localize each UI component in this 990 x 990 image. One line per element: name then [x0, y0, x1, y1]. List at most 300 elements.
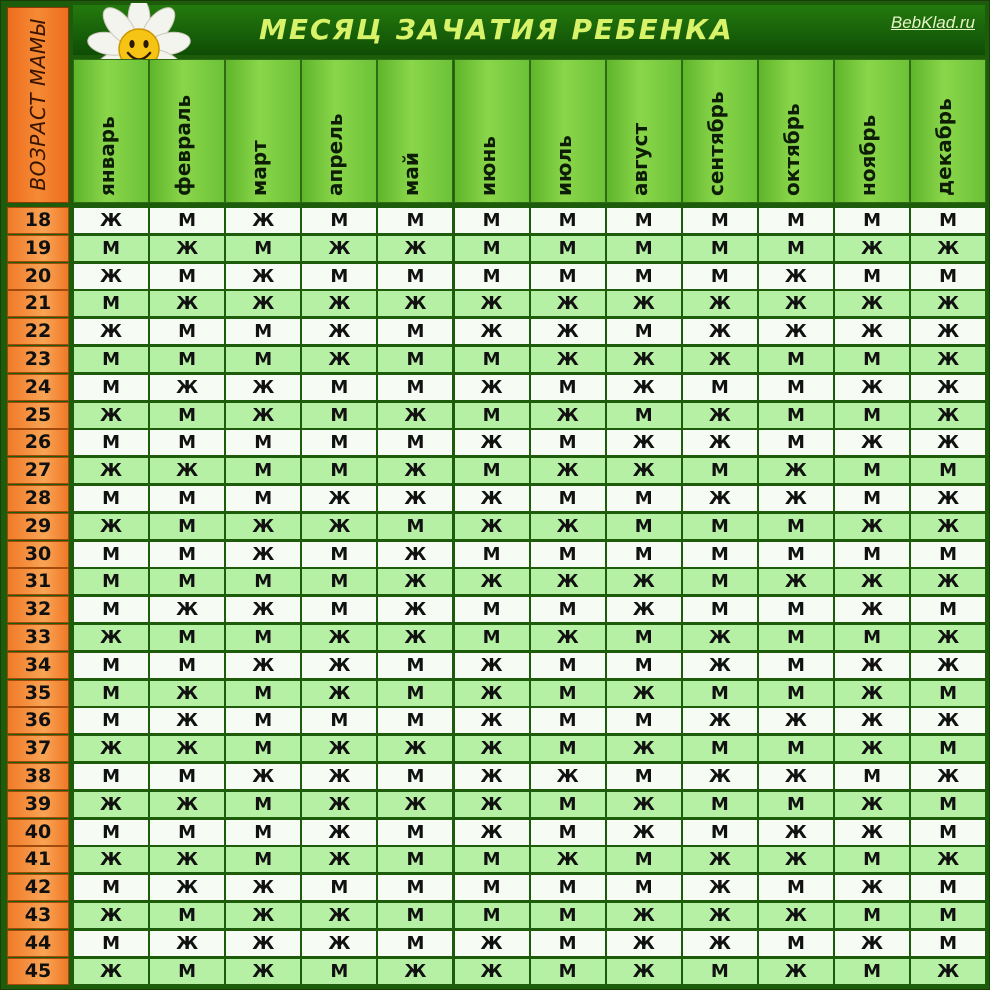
table-cell: Ж [530, 457, 606, 484]
table-cell: М [606, 846, 682, 873]
table-cell: М [149, 652, 225, 679]
table-cell: Ж [225, 290, 301, 317]
table-cell: М [910, 457, 986, 484]
table-cell: Ж [225, 874, 301, 901]
age-label: 42 [7, 874, 69, 901]
table-cell: М [73, 874, 149, 901]
table-cell: М [682, 680, 758, 707]
table-cell: Ж [606, 596, 682, 623]
table-cell: М [530, 235, 606, 262]
table-cell: Ж [910, 568, 986, 595]
table-cell: Ж [758, 763, 834, 790]
table-cell: М [377, 846, 453, 873]
age-label: 22 [7, 318, 69, 345]
table-cell: Ж [225, 541, 301, 568]
table-cell: М [73, 541, 149, 568]
table-cell: Ж [454, 568, 530, 595]
table-cell: Ж [225, 902, 301, 929]
table-cell: Ж [758, 707, 834, 734]
table-cell: М [73, 568, 149, 595]
table-cell: Ж [149, 457, 225, 484]
table-cell: М [225, 235, 301, 262]
table-cell: М [225, 735, 301, 762]
age-label: 25 [7, 402, 69, 429]
month-header [301, 59, 377, 203]
table-cell: Ж [682, 402, 758, 429]
table-cell: М [682, 207, 758, 234]
table-cell: Ж [530, 846, 606, 873]
table-cell: Ж [225, 263, 301, 290]
table-cell: М [149, 513, 225, 540]
table-cell: Ж [225, 596, 301, 623]
table-cell: М [73, 429, 149, 456]
table-cell: Ж [454, 652, 530, 679]
table-cell: М [682, 263, 758, 290]
table-cell: Ж [301, 680, 377, 707]
table-cell: М [225, 707, 301, 734]
table-cell: М [73, 290, 149, 317]
age-label: 19 [7, 235, 69, 262]
table-cell: Ж [377, 541, 453, 568]
table-cell: Ж [454, 930, 530, 957]
table-cell: М [73, 930, 149, 957]
table-cell: М [149, 485, 225, 512]
month-header-label: февраль [171, 94, 196, 196]
table-cell: М [834, 958, 910, 985]
table-cell: Ж [758, 568, 834, 595]
table-cell: М [377, 874, 453, 901]
table-cell: Ж [834, 568, 910, 595]
table-cell: М [682, 819, 758, 846]
age-label: 35 [7, 680, 69, 707]
table-cell: Ж [530, 763, 606, 790]
table-cell: М [454, 346, 530, 373]
age-label: 29 [7, 513, 69, 540]
table-cell: М [530, 707, 606, 734]
table-cell: Ж [682, 485, 758, 512]
table-cell: М [758, 541, 834, 568]
table-cell: М [530, 207, 606, 234]
table-cell: Ж [530, 346, 606, 373]
table-cell: Ж [834, 235, 910, 262]
table-cell: Ж [682, 763, 758, 790]
table-cell: М [73, 680, 149, 707]
table-cell: Ж [606, 568, 682, 595]
table-cell: Ж [758, 902, 834, 929]
table-cell: Ж [834, 318, 910, 345]
age-label: 31 [7, 568, 69, 595]
month-header [149, 59, 225, 203]
table-cell: М [301, 457, 377, 484]
age-label: 39 [7, 791, 69, 818]
table-cell: М [758, 346, 834, 373]
table-cell: М [682, 513, 758, 540]
table-cell: Ж [682, 346, 758, 373]
table-cell: Ж [758, 819, 834, 846]
age-label: 33 [7, 624, 69, 651]
table-cell: М [377, 513, 453, 540]
table-cell: М [225, 346, 301, 373]
table-cell: Ж [454, 318, 530, 345]
table-cell: М [530, 429, 606, 456]
table-cell: Ж [834, 290, 910, 317]
table-cell: М [758, 429, 834, 456]
table-cell: М [530, 680, 606, 707]
site-link[interactable]: BebKlad.ru [890, 13, 975, 32]
table-cell: М [73, 235, 149, 262]
table-cell: Ж [910, 763, 986, 790]
table-cell: М [454, 235, 530, 262]
table-cell: Ж [910, 846, 986, 873]
table-cell: М [377, 707, 453, 734]
table-cell: М [73, 707, 149, 734]
table-cell: Ж [834, 429, 910, 456]
table-cell: М [454, 402, 530, 429]
table-cell: М [149, 958, 225, 985]
table-cell: М [377, 346, 453, 373]
table-cell: Ж [606, 290, 682, 317]
table-cell: Ж [530, 402, 606, 429]
table-cell: М [758, 207, 834, 234]
table-cell: М [682, 235, 758, 262]
table-cell: М [225, 457, 301, 484]
table-cell: Ж [910, 624, 986, 651]
table-cell: Ж [73, 207, 149, 234]
table-cell: М [301, 568, 377, 595]
age-label: 32 [7, 596, 69, 623]
table-cell: М [834, 624, 910, 651]
table-cell: М [682, 735, 758, 762]
table-cell: Ж [377, 485, 453, 512]
age-label: 26 [7, 429, 69, 456]
table-cell: Ж [149, 707, 225, 734]
table-cell: М [758, 874, 834, 901]
table-cell: Ж [73, 735, 149, 762]
table-cell: Ж [73, 846, 149, 873]
table-cell: М [758, 374, 834, 401]
table-cell: М [758, 624, 834, 651]
table-cell: М [225, 846, 301, 873]
table-cell: М [910, 930, 986, 957]
table-cell: М [910, 207, 986, 234]
month-header [758, 59, 834, 203]
month-header-label: сентябрь [703, 91, 728, 196]
table-cell: М [682, 568, 758, 595]
table-cell: М [73, 652, 149, 679]
age-label: 28 [7, 485, 69, 512]
month-header [454, 59, 530, 203]
table-cell: Ж [834, 930, 910, 957]
table-cell: Ж [530, 624, 606, 651]
table-cell: М [758, 791, 834, 818]
table-cell: Ж [225, 958, 301, 985]
table-cell: М [149, 207, 225, 234]
table-cell: Ж [225, 930, 301, 957]
table-cell: Ж [834, 791, 910, 818]
table-cell: Ж [301, 763, 377, 790]
table-cell: Ж [682, 429, 758, 456]
table-cell: Ж [225, 763, 301, 790]
table-cell: Ж [834, 652, 910, 679]
table-cell: Ж [606, 791, 682, 818]
age-label: 30 [7, 541, 69, 568]
table-cell: М [73, 346, 149, 373]
table-cell: Ж [910, 235, 986, 262]
table-cell: М [758, 652, 834, 679]
table-cell: М [225, 485, 301, 512]
table-cell: Ж [377, 402, 453, 429]
table-cell: Ж [910, 513, 986, 540]
table-cell: Ж [73, 902, 149, 929]
table-cell: М [606, 263, 682, 290]
table-cell: Ж [301, 735, 377, 762]
table-cell: Ж [301, 346, 377, 373]
table-cell: М [149, 568, 225, 595]
table-cell: М [834, 541, 910, 568]
age-label: 24 [7, 374, 69, 401]
table-cell: М [606, 402, 682, 429]
table-cell: Ж [606, 930, 682, 957]
table-cell: Ж [910, 318, 986, 345]
table-cell: М [73, 596, 149, 623]
table-cell: Ж [834, 735, 910, 762]
table-cell: М [377, 207, 453, 234]
table-cell: М [530, 374, 606, 401]
table-cell: М [225, 624, 301, 651]
table-cell: М [301, 374, 377, 401]
table-cell: Ж [225, 207, 301, 234]
table-cell: Ж [606, 429, 682, 456]
table-cell: Ж [606, 735, 682, 762]
table-cell: М [377, 318, 453, 345]
table-cell: М [834, 846, 910, 873]
table-cell: М [301, 874, 377, 901]
table-cell: Ж [910, 485, 986, 512]
table-cell: М [225, 318, 301, 345]
table-cell: М [910, 263, 986, 290]
table-cell: Ж [73, 263, 149, 290]
table-cell: М [530, 791, 606, 818]
table-cell: Ж [73, 402, 149, 429]
table-cell: М [910, 680, 986, 707]
table-cell: Ж [377, 596, 453, 623]
table-cell: Ж [149, 930, 225, 957]
table-cell: М [530, 958, 606, 985]
table-cell: Ж [377, 235, 453, 262]
table-cell: М [377, 819, 453, 846]
table-cell: Ж [454, 735, 530, 762]
table-cell: Ж [225, 374, 301, 401]
table-cell: Ж [377, 791, 453, 818]
age-label: 23 [7, 346, 69, 373]
table-cell: М [530, 874, 606, 901]
table-cell: Ж [377, 457, 453, 484]
table-cell: Ж [606, 346, 682, 373]
table-cell: Ж [301, 513, 377, 540]
table-cell: Ж [454, 485, 530, 512]
table-cell: М [606, 652, 682, 679]
table-cell: М [606, 513, 682, 540]
table-cell: М [73, 763, 149, 790]
table-cell: Ж [682, 624, 758, 651]
table-cell: Ж [910, 290, 986, 317]
table-cell: М [834, 457, 910, 484]
table-cell: М [73, 819, 149, 846]
table-cell: М [377, 374, 453, 401]
month-header-label: ноябрь [856, 114, 881, 196]
table-cell: М [834, 263, 910, 290]
table-cell: Ж [682, 874, 758, 901]
table-cell: М [758, 930, 834, 957]
month-header-label: июнь [475, 136, 500, 196]
age-label: 44 [7, 930, 69, 957]
age-label: 20 [7, 263, 69, 290]
table-cell: М [73, 374, 149, 401]
table-cell: М [530, 735, 606, 762]
table-cell: Ж [682, 707, 758, 734]
table-cell: М [301, 541, 377, 568]
table-cell: М [910, 819, 986, 846]
table-cell: Ж [530, 513, 606, 540]
age-label: 18 [7, 207, 69, 234]
month-header-label: январь [95, 116, 120, 196]
table-cell: Ж [454, 374, 530, 401]
table-cell: Ж [225, 513, 301, 540]
age-label: 40 [7, 819, 69, 846]
table-cell: М [301, 207, 377, 234]
table-cell: Ж [149, 374, 225, 401]
table-cell: Ж [301, 846, 377, 873]
table-cell: Ж [758, 318, 834, 345]
table-cell: М [454, 207, 530, 234]
table-cell: М [149, 541, 225, 568]
table-cell: Ж [301, 624, 377, 651]
table-cell: Ж [454, 763, 530, 790]
table-cell: Ж [606, 902, 682, 929]
table-cell: Ж [73, 791, 149, 818]
table-cell: М [377, 680, 453, 707]
table-cell: Ж [834, 513, 910, 540]
table-cell: М [454, 874, 530, 901]
table-cell: М [834, 346, 910, 373]
table-cell: М [834, 485, 910, 512]
table-cell: М [149, 263, 225, 290]
table-cell: М [454, 457, 530, 484]
table-cell: М [377, 763, 453, 790]
table-cell: М [301, 958, 377, 985]
table-cell: Ж [149, 596, 225, 623]
month-header [910, 59, 986, 203]
table-cell: Ж [149, 791, 225, 818]
table-cell: Ж [301, 791, 377, 818]
table-cell: Ж [301, 902, 377, 929]
table-cell: М [377, 652, 453, 679]
age-label: 38 [7, 763, 69, 790]
table-cell: Ж [682, 846, 758, 873]
table-cell: М [225, 791, 301, 818]
table-cell: Ж [758, 290, 834, 317]
month-header [530, 59, 606, 203]
table-cell: М [377, 930, 453, 957]
table-cell: Ж [530, 318, 606, 345]
table-cell: М [758, 235, 834, 262]
table-cell: Ж [834, 819, 910, 846]
table-cell: Ж [454, 819, 530, 846]
table-cell: Ж [834, 680, 910, 707]
month-header-label: декабрь [932, 98, 957, 196]
table-cell: Ж [377, 735, 453, 762]
table-cell: Ж [301, 235, 377, 262]
table-cell: М [606, 763, 682, 790]
table-cell: М [301, 707, 377, 734]
table-cell: М [606, 707, 682, 734]
table-cell: М [606, 235, 682, 262]
table-cell: Ж [834, 596, 910, 623]
table-cell: Ж [149, 735, 225, 762]
table-cell: М [758, 513, 834, 540]
table-cell: Ж [530, 290, 606, 317]
table-cell: М [530, 652, 606, 679]
table-cell: М [73, 485, 149, 512]
table-cell: Ж [910, 429, 986, 456]
table-cell: М [910, 735, 986, 762]
table-cell: М [225, 680, 301, 707]
table-cell: Ж [758, 263, 834, 290]
table-cell: Ж [834, 707, 910, 734]
table-cell: Ж [682, 902, 758, 929]
month-header [606, 59, 682, 203]
month-header-label: май [399, 152, 424, 196]
table-cell: Ж [149, 235, 225, 262]
title-bar [73, 5, 985, 55]
table-cell: Ж [758, 958, 834, 985]
table-cell: М [682, 541, 758, 568]
table-cell: Ж [910, 402, 986, 429]
table-cell: Ж [377, 568, 453, 595]
month-header-label: октябрь [779, 103, 804, 196]
table-cell: М [149, 318, 225, 345]
table-cell: Ж [73, 513, 149, 540]
table-cell: М [530, 596, 606, 623]
table-cell: М [149, 346, 225, 373]
table-cell: Ж [225, 402, 301, 429]
table-cell: М [910, 874, 986, 901]
table-cell: М [454, 624, 530, 651]
table-cell: Ж [149, 846, 225, 873]
table-cell: М [834, 207, 910, 234]
month-header-label: июль [551, 135, 576, 196]
table-cell: Ж [910, 958, 986, 985]
table-cell: М [301, 429, 377, 456]
table-cell: М [454, 596, 530, 623]
table-cell: Ж [149, 290, 225, 317]
table-cell: Ж [454, 429, 530, 456]
table-cell: М [301, 596, 377, 623]
age-label: 41 [7, 846, 69, 873]
table-cell: Ж [377, 624, 453, 651]
table-cell: М [377, 902, 453, 929]
table-cell: М [454, 263, 530, 290]
table-cell: М [682, 791, 758, 818]
table-cell: Ж [454, 513, 530, 540]
table-cell: М [682, 958, 758, 985]
table-cell: М [682, 457, 758, 484]
table-cell: Ж [73, 958, 149, 985]
table-cell: Ж [910, 346, 986, 373]
table-cell: М [758, 596, 834, 623]
table-cell: Ж [301, 652, 377, 679]
page-title: МЕСЯЦ ЗАЧАТИЯ РЕБЕНКА [259, 13, 734, 46]
